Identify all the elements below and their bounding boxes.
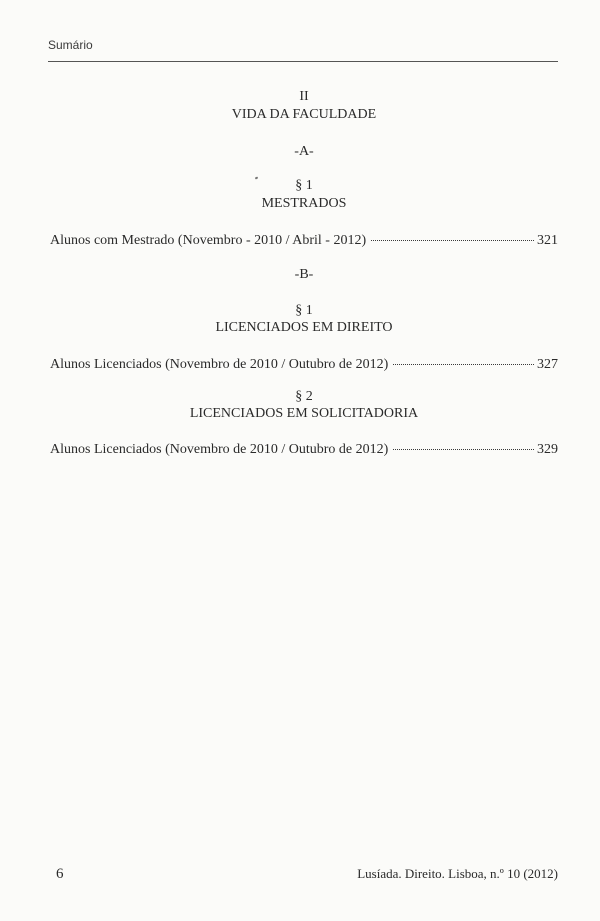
- toc-entry-text: Alunos Licenciados (Novembro de 2010 / Outubro de 2012): [50, 442, 389, 457]
- subsection-b1-title: LICENCIADOS EM DIREITO: [215, 320, 393, 335]
- toc-entry-page: 327: [537, 357, 558, 372]
- header-rule: [48, 61, 558, 62]
- section-a-marker: -A-: [294, 144, 314, 159]
- journal-citation: Lusíada. Direito. Lisboa, n.º 10 (2012): [357, 866, 558, 881]
- toc-entry-page: 329: [537, 442, 558, 457]
- toc-entry-licenciados-solicitadoria[interactable]: [50, 441, 558, 459]
- section-b-marker: -B-: [294, 267, 314, 282]
- toc-entry-text: Alunos Licenciados (Novembro de 2010 / Outubro de 2012): [50, 357, 389, 372]
- subsection-a1-number: § 1: [295, 178, 313, 193]
- toc-leader: [371, 240, 534, 241]
- subsection-b2-number: § 2: [295, 389, 313, 404]
- toc-leader: [393, 449, 534, 450]
- subsection-a1-title: MESTRADOS: [261, 196, 347, 211]
- toc-entry-text: Alunos com Mestrado (Novembro - 2010 / Abril - 2012): [50, 233, 367, 248]
- running-head: Sumário: [48, 38, 93, 52]
- part-title: VIDA DA FACULDADE: [231, 107, 377, 122]
- toc-entry-licenciados-direito[interactable]: [50, 356, 558, 374]
- toc-leader: [393, 364, 534, 365]
- toc-entry-mestrado[interactable]: [50, 232, 558, 250]
- subsection-b1-number: § 1: [295, 303, 313, 318]
- page-number: 6: [56, 866, 64, 882]
- toc-entry-page: 321: [537, 233, 558, 248]
- subsection-b2-title: LICENCIADOS EM SOLICITADORIA: [189, 406, 419, 421]
- part-numeral: II: [299, 89, 309, 104]
